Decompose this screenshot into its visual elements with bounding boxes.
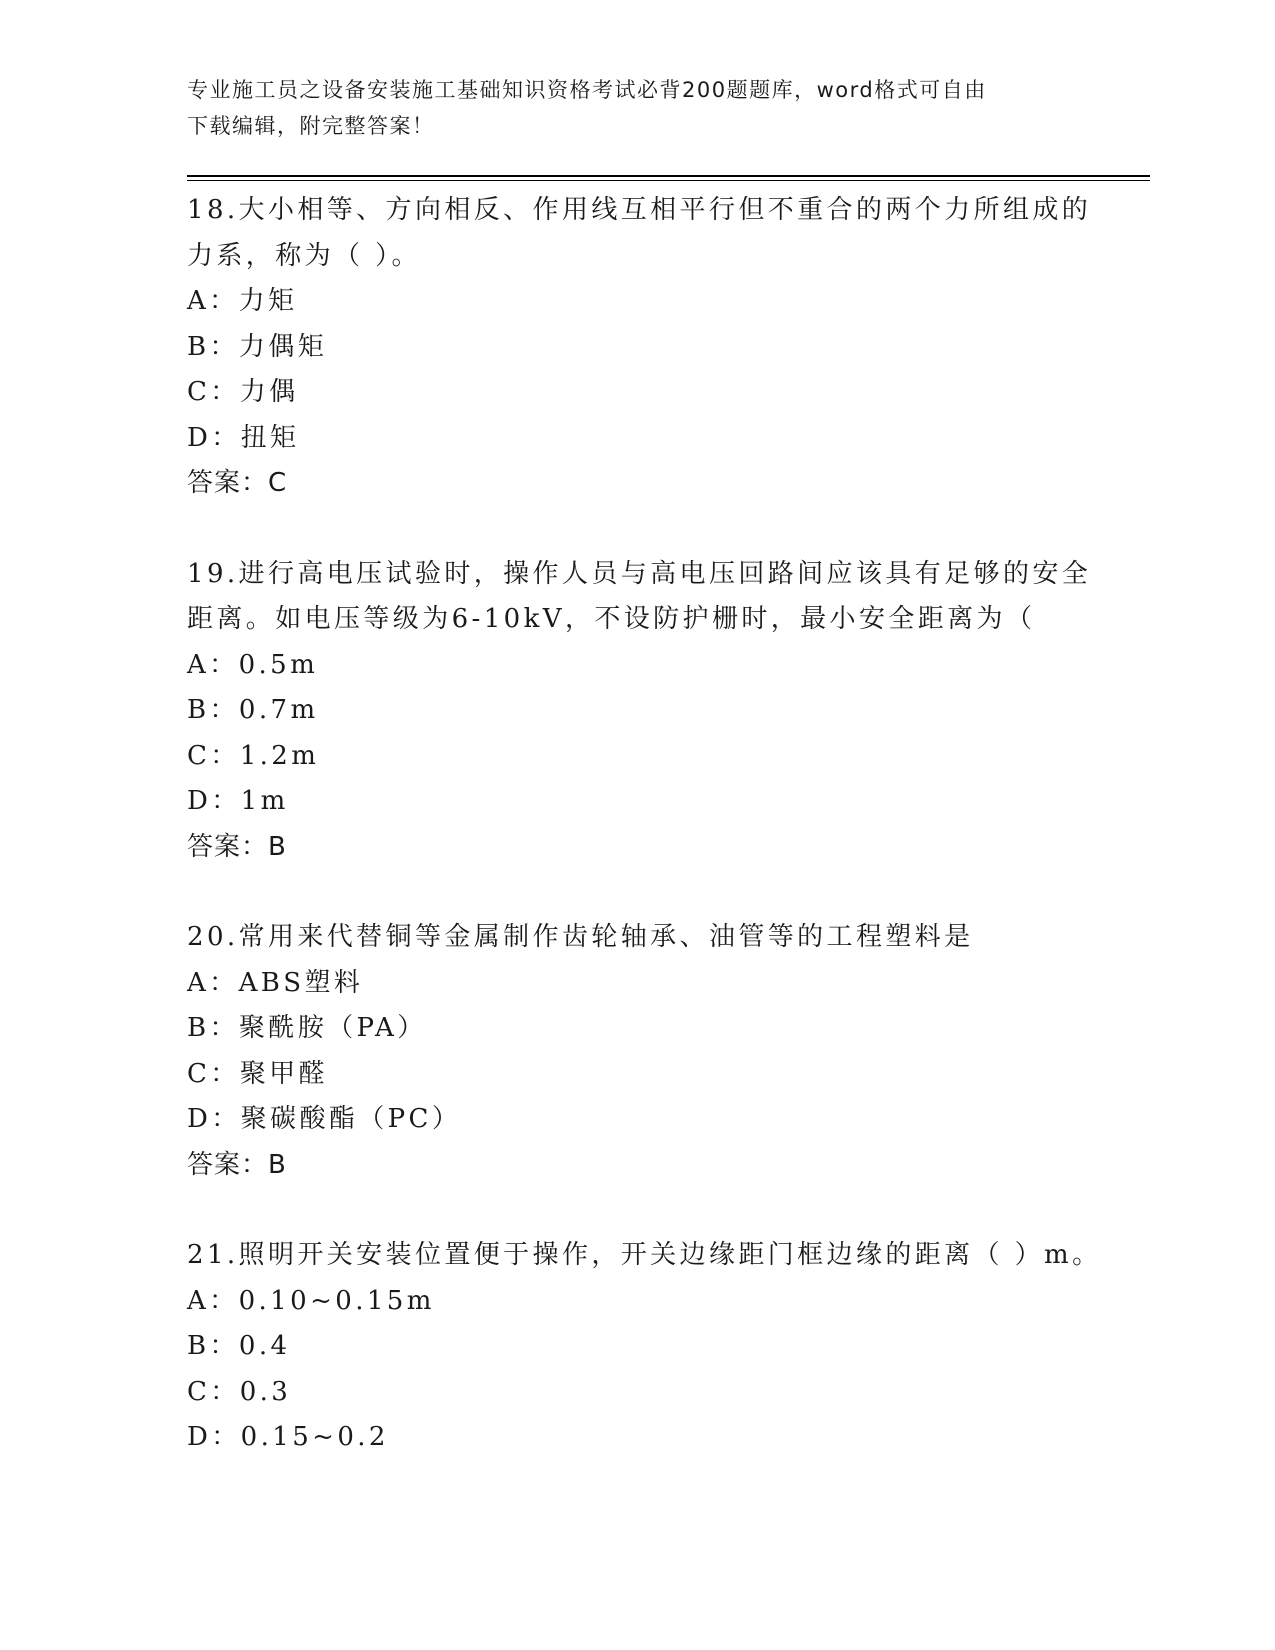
option-c: C：聚甲醛 [187, 1058, 328, 1089]
header-divider-thick [187, 175, 1150, 177]
question-list [187, 188, 1102, 1461]
option-a: A：力矩 [187, 286, 298, 316]
answer-line: 答案：B [187, 831, 287, 862]
option-d: D：0.15~0.2 [187, 1422, 389, 1452]
answer-line: 答案：C [187, 468, 288, 498]
header-line-2: 下载编辑，附完整答案！ [187, 114, 435, 138]
header-line-1: 专业施工员之设备安装施工基础知识资格考试必背200题题库，word格式可自由 [187, 78, 987, 102]
question-stem-line: 20.常用来代替铜等金属制作齿轮轴承、油管等的工程塑料是 [187, 922, 974, 952]
question-20 [187, 915, 1087, 1188]
question-stem-line: 21.照明开关安装位置便于操作，开关边缘距门框边缘的距离（ ）m。 [187, 1240, 1102, 1270]
option-b: B：0.4 [187, 1331, 291, 1361]
answer-line: 答案：B [187, 1149, 287, 1180]
question-stem-line: 距离。如电压等级为6-10kV，不设防护栅时，最小安全距离为（ [187, 604, 1036, 634]
question-19 [187, 552, 1092, 871]
option-a: A：0.10~0.15m [187, 1285, 435, 1316]
option-c: C：力偶 [187, 377, 299, 407]
option-d: D：1m [187, 786, 289, 816]
option-c: C：1.2m [187, 740, 320, 771]
question-stem-line: 18.大小相等、方向相反、作用线互相平行但不重合的两个力所组成的 [187, 195, 1092, 225]
option-c: C：0.3 [187, 1376, 292, 1407]
option-b: B：0.7m [187, 695, 319, 725]
header-divider-thin [187, 180, 1150, 181]
option-a: A：0.5m [187, 649, 319, 680]
question-18 [187, 188, 1092, 507]
document-header [187, 72, 1067, 144]
question-21 [187, 1233, 1102, 1461]
option-d: D：扭矩 [187, 422, 300, 453]
question-stem-line: 19.进行高电压试验时，操作人员与高电压回路间应该具有足够的安全 [187, 558, 1092, 589]
option-d: D：聚碳酸酯（PC） [187, 1104, 462, 1134]
option-a: A：ABS塑料 [187, 967, 364, 998]
option-b: B：聚酰胺（PA） [187, 1013, 427, 1043]
option-b: B：力偶矩 [187, 331, 328, 362]
question-stem-line: 力系，称为（ ）。 [187, 240, 421, 271]
